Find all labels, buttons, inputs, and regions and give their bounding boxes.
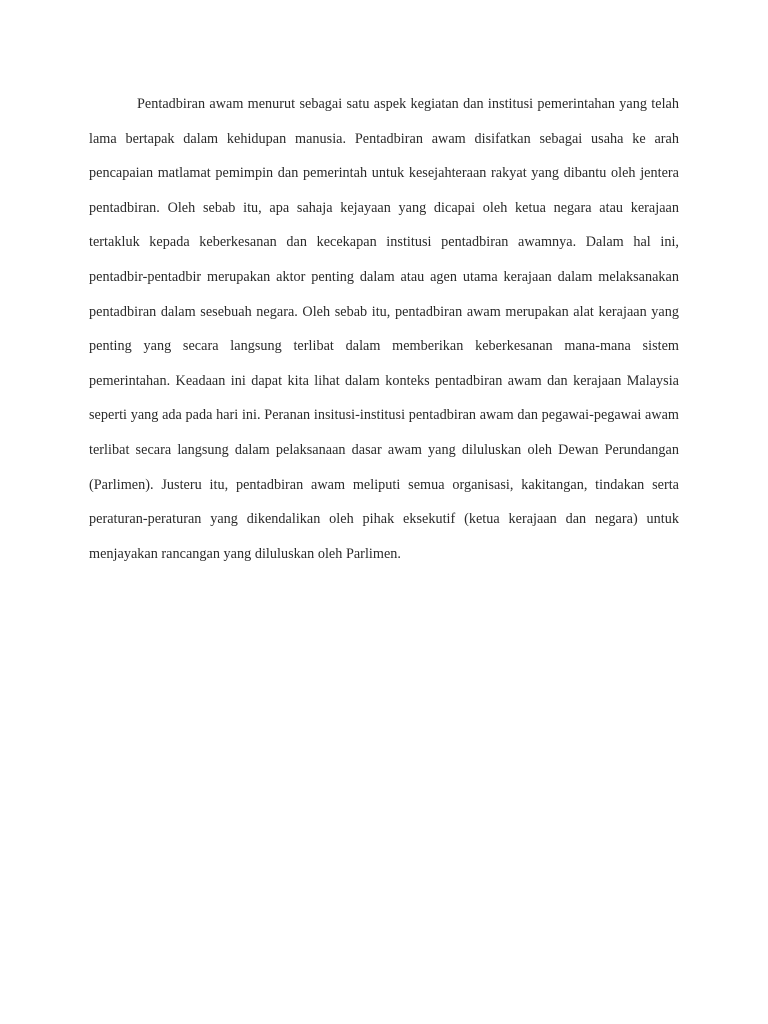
body-paragraph: Pentadbiran awam menurut sebagai satu aspek kegiatan dan institusi pemerintahan yang telah lama bertapak dalam kehidupan manusia. Pentadbiran awam disifatkan sebagai usaha ke arah pencapaian matlamat pemimpin dan pemerintah untuk kesejahteraan rakyat yang dibantu oleh jentera pentadbiran. Oleh sebab itu, apa sahaja kejayaan yang dicapai oleh ketua negara atau kerajaan tertakluk kepada keberkesanan dan kecekapan institusi pentadbiran awamnya. Dalam hal ini, pentadbir-pentadbir merupakan aktor penting dalam atau agen utama kerajaan dalam melaksanakan pentadbiran dalam sesebuah negara. Oleh sebab itu, pentadbiran awam merupakan alat kerajaan yang penting yang secara langsung terlibat dalam memberikan keberkesanan mana-mana sistem pemerintahan. Keadaan ini dapat kita lihat dalam konteks pentadbiran awam dan kerajaan Malaysia seperti yang ada pada hari ini. Peranan insitusi-institusi pentadbiran awam dan pegawai-pegawai awam terlibat secara langsung dalam pelaksanaan dasar awam yang diluluskan oleh Dewan Perundangan (Parlimen). Justeru itu, pentadbiran awam meliputi semua organisasi, kakitangan, tindakan serta peraturan-peraturan yang dikendalikan oleh pihak eksekutif (ketua kerajaan dan negara) untuk menjayakan rancangan yang diluluskan oleh Parlimen. xyxy=(89,96,679,562)
